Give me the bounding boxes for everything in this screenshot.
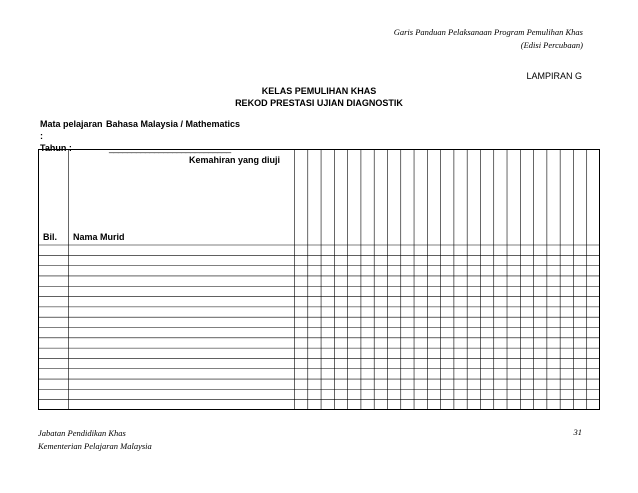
year-blank-line: ___________________________: [109, 143, 231, 153]
column-header-student-name: Nama Murid: [73, 232, 125, 242]
subject-row: [40, 118, 240, 142]
year-label: Tahun :: [40, 143, 72, 153]
diagnostic-record-table: [38, 149, 600, 410]
form-title: [0, 85, 638, 109]
table-grid: [39, 150, 601, 411]
form-title-line2: REKOD PRESTASI UJIAN DIAGNOSTIK: [235, 98, 403, 108]
subject-value: Bahasa Malaysia / Mathematics: [106, 119, 241, 129]
column-header-number: Bil.: [43, 232, 58, 242]
document-header: [394, 26, 583, 52]
header-edition: (Edisi Percubaan): [520, 40, 583, 50]
appendix-label: LAMPIRAN G: [526, 71, 582, 81]
footer-org-line2: Kementerian Pelajaran Malaysia: [38, 441, 152, 451]
footer-organization: [38, 427, 152, 453]
form-title-line1: KELAS PEMULIHAN KHAS: [261, 86, 377, 96]
footer-org-line1: Jabatan Pendidikan Khas: [38, 428, 126, 438]
skills-tested-header: Kemahiran yang diuji: [189, 155, 281, 165]
subject-label: Mata pelajaran :: [40, 119, 103, 141]
header-guide-title: Garis Panduan Pelaksanaan Program Pemulihan Khas: [393, 27, 583, 37]
page-number: 31: [573, 427, 582, 437]
